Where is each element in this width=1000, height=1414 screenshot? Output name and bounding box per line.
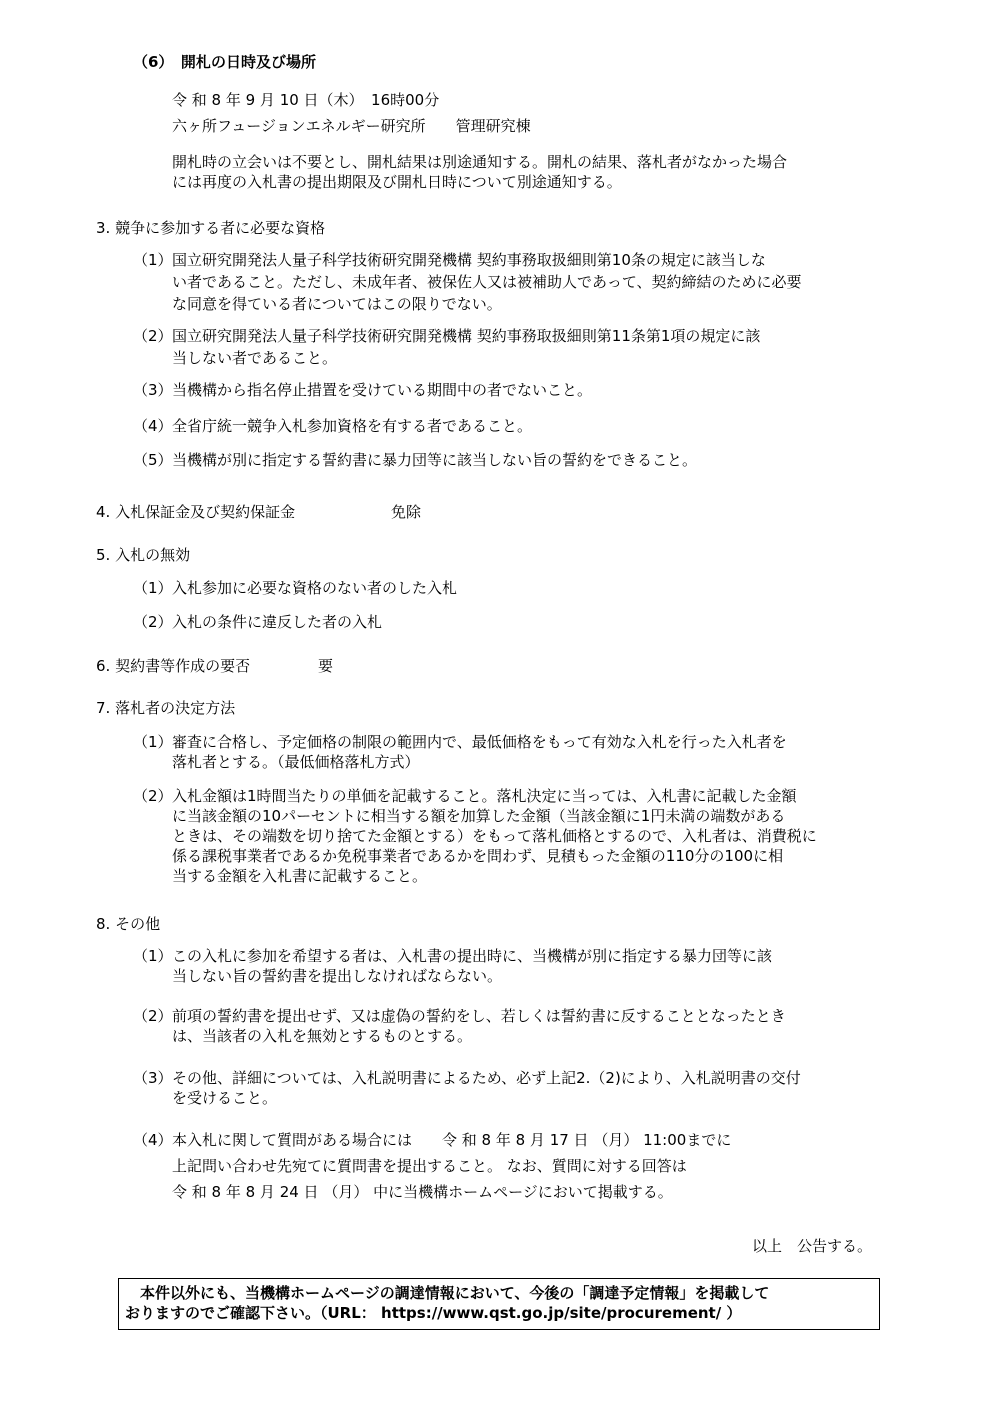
s3-item-3-line-1: 当機構から指名停止措置を受けている期間中の者でないこと。 bbox=[172, 381, 593, 399]
s7-item-2-line-1: 入札金額は1時間当たりの単価を記載すること。落札決定に当っては、入札書に記載した金額 bbox=[172, 787, 797, 805]
s7-item-2-line-4: 係る課税事業者であるか免税事業者であるかを問わず、見積もった金額の110分の100に相 bbox=[172, 847, 784, 865]
s7-item-2-line-5: 当する金額を入札書に記載すること。 bbox=[172, 867, 428, 885]
opening-place: 六ヶ所フュージョンエネルギー研究所 管理研究棟 bbox=[172, 117, 531, 135]
s7-item-2-line-3: ときは、その端数を切り捨てた金額とする）をもって落札価格とするので、入札者は、消費税に bbox=[172, 827, 817, 845]
s8-item-1-line-2: 当しない旨の誓約書を提出しなければならない。 bbox=[172, 967, 503, 985]
s7-item-1-line-1: 審査に合格し、予定価格の制限の範囲内で、最低価格をもって有効な入札を行った入札者を bbox=[172, 733, 787, 751]
s3-item-1-line-2: い者であること。ただし、未成年者、被保佐人又は被補助人であって、契約締結のために必要 bbox=[172, 273, 802, 291]
s7-item-1-line-2: 落札者とする。（最低価格落札方式） bbox=[172, 753, 420, 771]
section-5-heading: 5. 入札の無効 bbox=[96, 546, 191, 564]
opening-note-line-1: 開札時の立会いは不要とし、開札結果は別途通知する。開札の結果、落札者がなかった場合 bbox=[172, 153, 788, 171]
procurement-notice-box bbox=[118, 1278, 880, 1330]
s3-item-2-num: （2） bbox=[133, 327, 173, 345]
section-3-heading: 3. 競争に参加する者に必要な資格 bbox=[96, 219, 326, 237]
s8-item-2-line-2: は、当該者の入札を無効とするものとする。 bbox=[172, 1027, 473, 1045]
s8-item-4-line-2: 上記問い合わせ先宛てに質問書を提出すること。 なお、質問に対する回答は bbox=[172, 1157, 687, 1175]
s3-item-2-line-1: 国立研究開発法人量子科学技術研究開発機構 契約事務取扱細則第11条第1項の規定に該 bbox=[172, 327, 761, 345]
notice-line-1: 本件以外にも、当機構ホームページの調達情報において、今後の「調達予定情報」を掲載して bbox=[125, 1284, 770, 1302]
section-8-heading: 8. その他 bbox=[96, 915, 161, 933]
section-4-heading: 4. 入札保証金及び契約保証金 bbox=[96, 503, 296, 521]
s8-item-4-line-3: 令 和 8 年 8 月 24 日 （月） 中に当機構ホームページにおいて掲載する。 bbox=[172, 1183, 673, 1201]
s3-item-4-line-1: 全省庁統一競争入札参加資格を有する者であること。 bbox=[172, 417, 533, 435]
section-6-heading: （6） 開札の日時及び場所 bbox=[133, 53, 316, 71]
s5-item-2-line-1: 入札の条件に違反した者の入札 bbox=[172, 613, 383, 631]
s7-item-2-line-2: に当該金額の10パーセントに相当する額を加算した金額（当該金額に1円未満の端数がある bbox=[172, 807, 786, 825]
s3-item-5-line-1: 当機構が別に指定する誓約書に暴力団等に該当しない旨の誓約をできること。 bbox=[172, 451, 698, 469]
s8-item-3-num: （3） bbox=[133, 1069, 173, 1087]
notice-line-2: おりますのでご確認下さい。（URL： https://www.qst.go.jp/site/procurement/ ） bbox=[125, 1304, 742, 1322]
section-6b-heading: 6. 契約書等作成の要否 bbox=[96, 657, 251, 675]
s3-item-3-num: （3） bbox=[133, 381, 173, 399]
section-4-value: 免除 bbox=[391, 503, 422, 521]
closing-text: 以上 公告する。 bbox=[752, 1237, 873, 1255]
s5-item-1-line-1: 入札参加に必要な資格のない者のした入札 bbox=[172, 579, 458, 597]
opening-date: 令 和 8 年 9 月 10 日（木） 16時00分 bbox=[172, 91, 440, 109]
s3-item-4-num: （4） bbox=[133, 417, 173, 435]
s3-item-1-num: （1） bbox=[133, 251, 173, 269]
s5-item-1-num: （1） bbox=[133, 579, 173, 597]
s8-item-4-line-1: 本入札に関して質問がある場合には 令 和 8 年 8 月 17 日 （月） 11:00までに bbox=[172, 1131, 732, 1149]
s8-item-2-num: （2） bbox=[133, 1007, 173, 1025]
s7-item-2-num: （2） bbox=[133, 787, 173, 805]
s8-item-1-line-1: この入札に参加を希望する者は、入札書の提出時に、当機構が別に指定する暴力団等に該 bbox=[172, 947, 773, 965]
s8-item-3-line-2: を受けること。 bbox=[172, 1089, 278, 1107]
s3-item-1-line-3: な同意を得ている者についてはこの限りでない。 bbox=[172, 295, 502, 313]
section-6b-value: 要 bbox=[318, 657, 334, 675]
s8-item-3-line-1: その他、詳細については、入札説明書によるため、必ず上記2.（2)により、入札説明書の交付 bbox=[172, 1069, 801, 1087]
s3-item-1-line-1: 国立研究開発法人量子科学技術研究開発機構 契約事務取扱細則第10条の規定に該当しな bbox=[172, 251, 766, 269]
s5-item-2-num: （2） bbox=[133, 613, 173, 631]
s8-item-2-line-1: 前項の誓約書を提出せず、又は虚偽の誓約をし、若しくは誓約書に反することとなったとき bbox=[172, 1007, 786, 1025]
opening-note-line-2: には再度の入札書の提出期限及び開札日時について別途通知する。 bbox=[172, 173, 622, 191]
section-7-heading: 7. 落札者の決定方法 bbox=[96, 699, 236, 717]
s7-item-1-num: （1） bbox=[133, 733, 173, 751]
s3-item-2-line-2: 当しない者であること。 bbox=[172, 349, 338, 367]
s3-item-5-num: （5） bbox=[133, 451, 173, 469]
s8-item-1-num: （1） bbox=[133, 947, 173, 965]
s8-item-4-num: （4） bbox=[133, 1131, 173, 1149]
